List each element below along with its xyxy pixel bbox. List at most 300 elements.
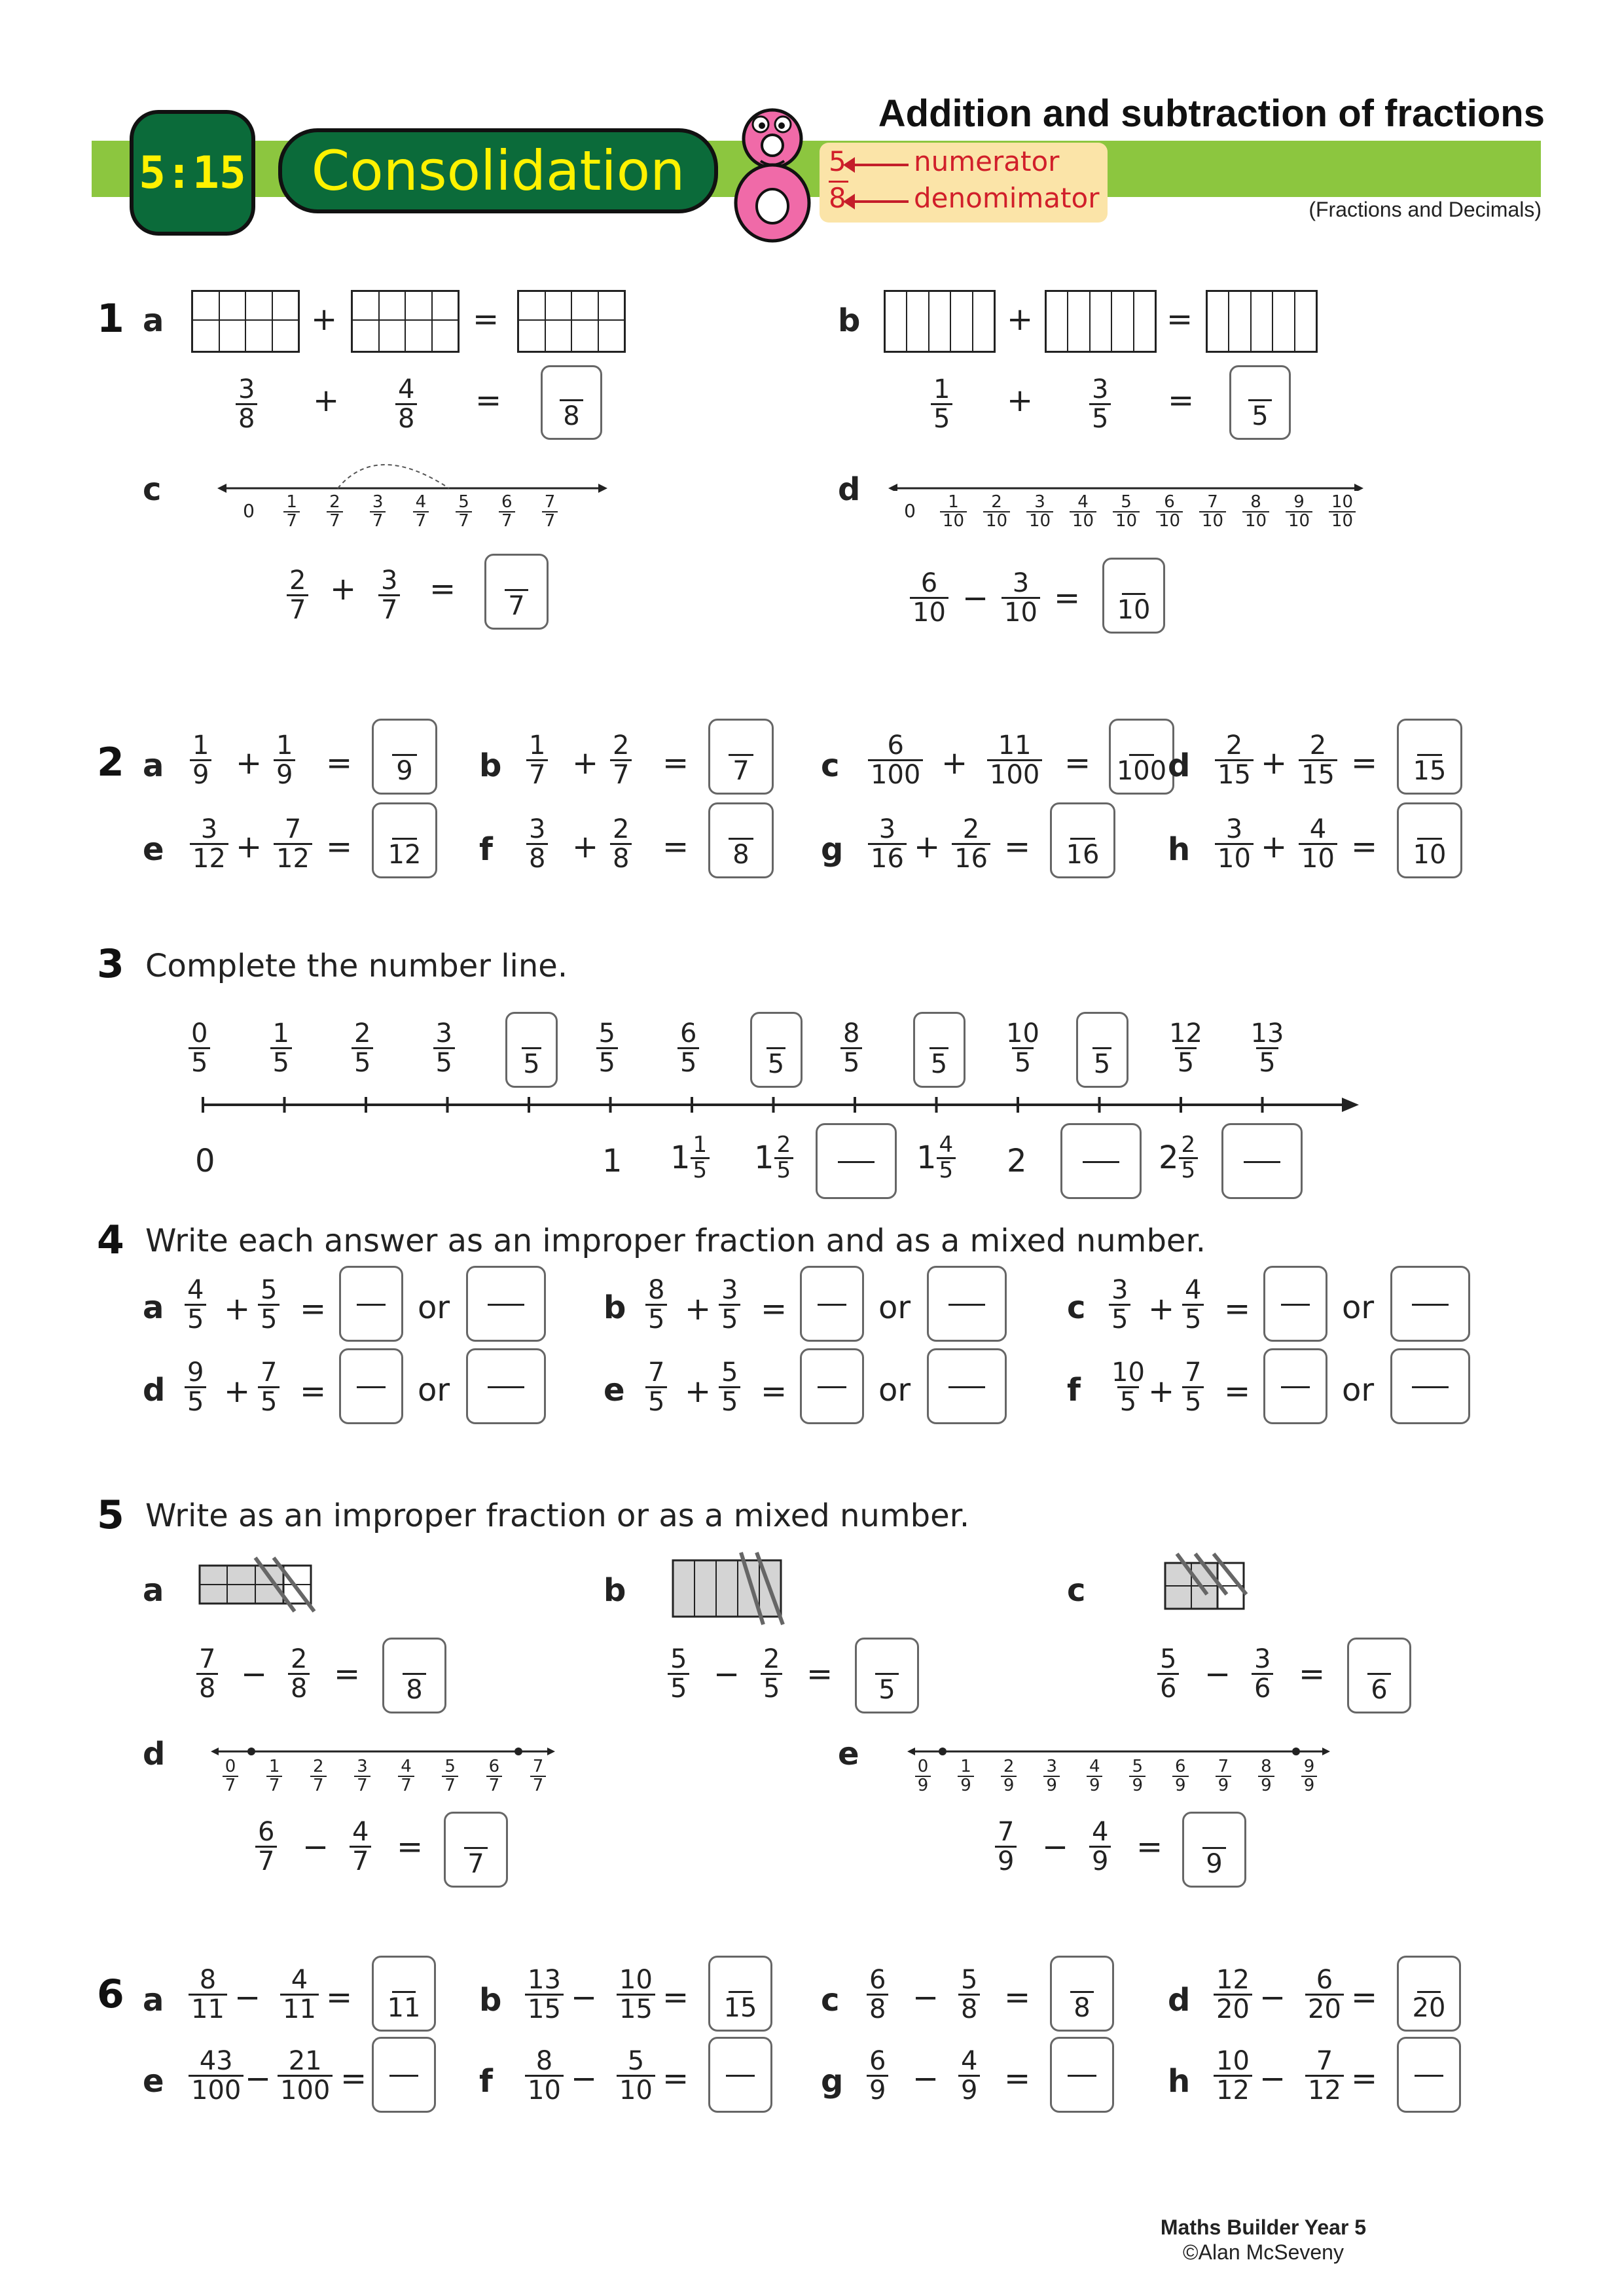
fraction <box>258 1276 280 1333</box>
answer-box[interactable] <box>1076 1012 1128 1088</box>
number-line <box>887 465 1365 491</box>
fraction <box>327 493 343 531</box>
operator: − <box>241 1656 268 1693</box>
operator: − <box>245 2060 272 2097</box>
answer-box[interactable]: 8 <box>541 365 602 440</box>
fraction <box>1199 493 1226 531</box>
question-number: 1 <box>97 296 124 342</box>
equals-sign: = <box>475 382 502 419</box>
operator: + <box>1148 1291 1175 1327</box>
denominator: 7 <box>456 511 472 530</box>
part-label: a <box>143 1289 164 1326</box>
answer-box[interactable]: 6 <box>1347 1638 1411 1713</box>
operator: − <box>962 580 989 617</box>
operator: − <box>912 1979 939 2016</box>
answer-box[interactable] <box>708 802 774 878</box>
number-line-labels <box>904 492 1354 538</box>
denominator: 7 <box>310 1776 327 1795</box>
fraction <box>677 1020 699 1077</box>
answer-box[interactable] <box>466 1348 546 1424</box>
numerator: 3 <box>1111 1275 1128 1305</box>
denominator: 5 <box>840 1047 862 1077</box>
fraction: $\frac{4}{7}$ <box>350 1818 371 1875</box>
tick-label <box>996 1757 1022 1795</box>
part-label: b <box>604 1289 626 1326</box>
denominator: 5 <box>645 1304 667 1333</box>
answer-box[interactable] <box>339 1348 403 1424</box>
part-label: d <box>838 471 861 508</box>
mixed-number <box>1159 1134 1198 1182</box>
answer-box[interactable] <box>372 1956 436 2032</box>
numerator: 6 <box>1164 492 1175 512</box>
part-label: e <box>143 831 164 868</box>
answer-box[interactable]: 5 <box>855 1638 919 1713</box>
numerator: 10 <box>1216 2046 1250 2076</box>
numerator: 3 <box>435 1018 452 1049</box>
numerator: 11 <box>998 730 1032 761</box>
fraction-bar <box>726 2075 755 2077</box>
fraction <box>310 1758 327 1795</box>
denominator: 5 <box>774 1157 794 1183</box>
numerator: 3 <box>357 1757 368 1776</box>
part-label: d <box>143 1736 166 1772</box>
fraction <box>987 732 1042 789</box>
tick-label <box>305 1757 331 1795</box>
part-label: f <box>479 831 493 868</box>
equals-sign: = <box>1004 2060 1031 2097</box>
fraction-bar <box>1068 2075 1096 2077</box>
denominator: 8 <box>867 1994 888 2023</box>
fraction <box>185 1359 206 1416</box>
fraction-grid <box>1045 290 1157 353</box>
fraction <box>398 1758 414 1795</box>
part-label: a <box>143 1982 164 2018</box>
equals-sign: = <box>1004 829 1031 865</box>
answer-box[interactable] <box>708 2037 772 2113</box>
shaded-grid <box>196 1552 327 1618</box>
denominator: 5 <box>1179 1157 1199 1183</box>
mixed-number <box>916 1134 956 1182</box>
fraction-bar <box>838 1161 875 1163</box>
answer-box[interactable] <box>1397 2037 1461 2113</box>
mixed-number <box>670 1134 710 1182</box>
fraction <box>1109 1359 1147 1416</box>
denominator: 7 <box>327 511 343 530</box>
numerator: 4 <box>415 492 427 512</box>
tick-label <box>1199 492 1225 531</box>
lesson-number: 5:15 <box>139 147 246 199</box>
answer-box[interactable] <box>1050 802 1115 878</box>
answer-box[interactable] <box>1263 1348 1327 1424</box>
operator: + <box>224 1291 251 1327</box>
numerator: 9 <box>187 1357 204 1388</box>
answer-box[interactable]: 7 <box>444 1812 508 1888</box>
fraction <box>868 732 923 789</box>
subtitle: (Fractions and Decimals) <box>1308 198 1542 221</box>
fraction <box>223 1758 239 1795</box>
question-number: 4 <box>97 1217 124 1263</box>
part-label: d <box>1168 747 1191 784</box>
fraction-bar <box>1083 1161 1120 1163</box>
numerator: 21 <box>288 2046 322 2076</box>
denominator: 7 <box>442 1776 458 1795</box>
answer-box[interactable] <box>372 802 437 878</box>
operator: + <box>1007 382 1034 419</box>
answer-box[interactable] <box>708 1956 772 2032</box>
numerator: 4 <box>291 1965 308 1995</box>
fraction <box>274 816 312 872</box>
or-label: or <box>1342 1289 1375 1326</box>
answer-box[interactable] <box>1397 802 1462 878</box>
fraction: $\frac{3}{6}$ <box>1252 1645 1273 1702</box>
denominator: 8 <box>610 843 632 872</box>
denominator: 5 <box>258 1386 280 1416</box>
equals-sign: = <box>326 745 353 781</box>
denominator: 5 <box>1109 1304 1130 1333</box>
fraction <box>937 1134 956 1182</box>
question-text: Write as an improper fraction or as a mixed number. <box>145 1498 970 1534</box>
numerator: 7 <box>261 1357 278 1388</box>
equals-sign: = <box>334 1656 361 1693</box>
answer-denominator: 8 <box>732 840 749 870</box>
numerator: 8 <box>648 1275 665 1305</box>
fraction <box>617 2047 655 2104</box>
or-label: or <box>418 1372 450 1408</box>
answer-box[interactable] <box>800 1266 864 1342</box>
numerator: 2 <box>613 730 630 761</box>
tick-label <box>437 1757 463 1795</box>
part-label: c <box>1067 1572 1086 1609</box>
fraction-bar <box>1415 2075 1443 2077</box>
numerator: 6 <box>680 1018 697 1049</box>
equals-sign: = <box>397 1829 424 1865</box>
answer-box[interactable] <box>372 719 437 795</box>
denominator: 9 <box>1001 1776 1017 1795</box>
numerator: 6 <box>488 1757 500 1776</box>
mascot-eight-icon <box>727 98 818 249</box>
shaded-grid <box>668 1549 799 1627</box>
part-label: c <box>143 471 162 508</box>
question-number: 3 <box>97 941 124 987</box>
answer-box[interactable] <box>505 1012 558 1088</box>
title-pill <box>278 128 718 213</box>
equals-sign: = <box>1351 829 1378 865</box>
denominator: 5 <box>1256 1047 1278 1077</box>
fraction-grid <box>517 290 626 353</box>
fraction: $\frac{7}{8}$ <box>196 1645 218 1702</box>
numerator: 2 <box>354 1018 371 1049</box>
equals-sign: = <box>1136 1829 1163 1865</box>
footer-author: ©Alan McSeveny <box>1183 2240 1344 2264</box>
equals-sign: = <box>761 1291 787 1327</box>
fraction <box>413 493 429 531</box>
denominator: 12 <box>1305 2075 1344 2104</box>
fraction <box>185 1276 206 1333</box>
tick-label <box>940 492 966 531</box>
fraction <box>774 1134 794 1182</box>
answer-box[interactable]: 5 <box>1229 365 1291 440</box>
fraction <box>526 732 548 789</box>
numerator: 4 <box>401 1757 412 1776</box>
equals-sign: = <box>326 829 353 865</box>
denominator: 10 <box>1329 511 1356 530</box>
fraction <box>1182 1276 1204 1333</box>
numerator: 7 <box>1185 1357 1202 1388</box>
denominator: 9 <box>274 759 295 789</box>
answer-box[interactable] <box>927 1348 1007 1424</box>
numerator: 3 <box>1046 1757 1057 1776</box>
numerator: 43 <box>199 2046 233 2076</box>
numerator: 7 <box>1207 492 1218 512</box>
numerator: 2 <box>991 492 1002 512</box>
equals-sign: = <box>326 1979 353 2016</box>
numerator: 5 <box>598 1018 615 1049</box>
operator: + <box>236 745 262 781</box>
denominator: 7 <box>354 1776 370 1795</box>
tick-label: 0 <box>243 500 255 522</box>
part-label: g <box>821 2063 844 2100</box>
fraction <box>617 1966 655 2023</box>
fraction <box>189 2047 244 2104</box>
operator: + <box>914 829 941 865</box>
fraction <box>691 1134 710 1182</box>
answer-box[interactable] <box>1263 1266 1327 1342</box>
answer-box[interactable] <box>372 2037 436 2113</box>
denominator: 9 <box>1172 1776 1189 1795</box>
equals-sign: = <box>1351 1979 1378 2016</box>
fraction <box>958 2047 980 2104</box>
fraction <box>1026 493 1053 531</box>
tick-label <box>1081 1757 1108 1795</box>
fraction <box>1182 1359 1204 1416</box>
numerator: 2 <box>613 814 630 844</box>
denominator: 8 <box>958 1994 980 2023</box>
part-label: b <box>479 747 502 784</box>
fraction <box>442 1758 458 1795</box>
numerator: 4 <box>1185 1275 1202 1305</box>
fraction: $\frac{6}{7}$ <box>255 1818 277 1875</box>
fraction: $\frac{6}{10}$ <box>910 569 948 626</box>
numerator: 8 <box>199 1965 217 1995</box>
denominator: 10 <box>1156 511 1183 530</box>
fraction <box>610 732 632 789</box>
denominator: 15 <box>617 1994 655 2023</box>
fraction-bar <box>389 2075 418 2077</box>
denominator: 9 <box>1258 1776 1274 1795</box>
fraction <box>610 816 632 872</box>
fraction-bar <box>1281 1386 1310 1388</box>
numerator: 2 <box>313 1757 324 1776</box>
equals-sign: = <box>1224 1291 1251 1327</box>
numerator: 6 <box>1175 1757 1186 1776</box>
denominator: 5 <box>270 1047 292 1077</box>
part-label: g <box>821 831 844 868</box>
answer-box[interactable] <box>1397 1956 1461 2032</box>
fraction <box>1070 493 1096 531</box>
numerator: 1 <box>272 1018 289 1049</box>
answer-box[interactable] <box>1060 1123 1142 1199</box>
fraction <box>486 1758 503 1795</box>
legend-numerator-digit: 5 <box>829 145 846 177</box>
answer-box[interactable] <box>1397 719 1462 795</box>
fraction <box>983 493 1010 531</box>
numerator: 4 <box>1089 1757 1100 1776</box>
denominator: 9 <box>190 759 211 789</box>
answer-box[interactable] <box>1390 1348 1470 1424</box>
fraction <box>1248 1020 1287 1077</box>
fraction <box>354 1758 370 1795</box>
numerator: 8 <box>1250 492 1261 512</box>
equals-sign: = <box>300 1373 327 1410</box>
tick-label <box>481 1757 507 1795</box>
fraction: $\frac{3}{8}$ <box>236 376 257 433</box>
denominator: 9 <box>1043 1776 1060 1795</box>
numerator: 3 <box>372 492 384 512</box>
part-label: h <box>1168 2063 1191 2100</box>
denominator: 5 <box>691 1157 710 1183</box>
equals-sign: = <box>662 829 689 865</box>
answer-box[interactable] <box>913 1012 965 1088</box>
denominator: 7 <box>499 511 515 530</box>
fraction <box>456 493 472 531</box>
numerator: 7 <box>1218 1757 1229 1776</box>
operator: − <box>571 1979 598 2016</box>
denominator: 20 <box>1214 1994 1252 2023</box>
operator: + <box>236 829 262 865</box>
fraction <box>1156 493 1183 531</box>
numerator: 3 <box>878 814 896 844</box>
numerator: 6 <box>1316 1965 1333 1995</box>
answer-denominator: 5 <box>523 1049 540 1079</box>
tick-label <box>494 492 520 531</box>
operator: − <box>1259 2060 1286 2097</box>
denominator: 10 <box>617 2075 655 2104</box>
tick-label <box>349 1757 375 1795</box>
whole-part: 1 <box>916 1139 937 1177</box>
denominator: 12 <box>1214 2075 1252 2104</box>
tick-label <box>953 1757 979 1795</box>
answer-box[interactable] <box>800 1348 864 1424</box>
question-text: Write each answer as an improper fraction and as a mixed number. <box>145 1223 1206 1259</box>
numerator: 5 <box>961 1965 978 1995</box>
fraction <box>190 732 211 789</box>
equals-sign: = <box>1166 301 1193 338</box>
part-label: h <box>1168 831 1191 868</box>
denominator: 16 <box>868 843 907 872</box>
answer-box[interactable] <box>1221 1123 1303 1199</box>
fraction <box>1286 493 1312 531</box>
part-label: b <box>604 1572 626 1609</box>
answer-box[interactable] <box>927 1266 1007 1342</box>
denominator: 5 <box>185 1304 206 1333</box>
numerator: 12 <box>1169 1018 1202 1049</box>
operator: + <box>572 745 599 781</box>
answer-box[interactable] <box>466 1266 546 1342</box>
number-label: 2 <box>1007 1143 1027 1179</box>
answer-denominator: 8 <box>1074 1993 1091 2023</box>
operator: + <box>941 745 968 781</box>
tick-label <box>537 492 563 531</box>
answer-denominator: 20 <box>1412 1993 1446 2023</box>
numerator: 2 <box>962 814 980 844</box>
fraction-bar <box>1281 1304 1310 1306</box>
fraction-bar <box>357 1304 386 1306</box>
equals-sign: = <box>662 1979 689 2016</box>
or-label: or <box>418 1289 450 1326</box>
operator: + <box>685 1373 712 1410</box>
numerator: 2 <box>776 1132 791 1158</box>
fraction-bar <box>357 1386 386 1388</box>
denominator: 15 <box>1299 759 1337 789</box>
denominator: 5 <box>1117 1386 1139 1416</box>
number-label: 1 <box>602 1143 623 1179</box>
answer-box[interactable] <box>1390 1266 1470 1342</box>
numerator: 4 <box>187 1275 204 1305</box>
fraction <box>1215 732 1254 789</box>
answer-box[interactable] <box>1050 1956 1114 2032</box>
answer-box[interactable] <box>339 1266 403 1342</box>
fraction <box>1172 1758 1189 1795</box>
operator: + <box>1261 745 1288 781</box>
equals-sign: = <box>300 1291 327 1327</box>
numerator: 1 <box>276 730 293 761</box>
part-label: b <box>479 1982 502 2018</box>
answer-box[interactable] <box>708 719 774 795</box>
tick-label <box>910 1757 936 1795</box>
numerator: 1 <box>268 1757 280 1776</box>
fraction <box>190 816 228 872</box>
numerator: 7 <box>532 1757 544 1776</box>
fraction-legend <box>820 143 1108 223</box>
equals-sign: = <box>429 571 456 607</box>
operator: + <box>313 382 340 419</box>
tick-label <box>393 1757 420 1795</box>
fraction <box>1214 2047 1252 2104</box>
answer-box[interactable]: 9 <box>1182 1812 1246 1888</box>
denominator: 8 <box>526 843 548 872</box>
equals-sign: = <box>1168 382 1195 419</box>
denominator: 7 <box>283 511 300 530</box>
fraction <box>278 2047 333 2104</box>
numerator: 2 <box>1309 730 1327 761</box>
fraction <box>1301 1758 1318 1795</box>
answer-box[interactable] <box>816 1123 897 1199</box>
numerator: 7 <box>1316 2046 1333 2076</box>
answer-box[interactable] <box>1050 2037 1114 2113</box>
fraction <box>867 1966 888 2023</box>
numerator: 2 <box>329 492 340 512</box>
numerator: 5 <box>1132 1757 1144 1776</box>
part-label: f <box>479 2063 493 2100</box>
fraction-bar <box>1412 1386 1449 1388</box>
denominator: 100 <box>868 759 923 789</box>
fraction <box>499 493 515 531</box>
answer-box[interactable] <box>750 1012 803 1088</box>
numerator: 3 <box>1225 814 1243 844</box>
denominator: 15 <box>1215 759 1254 789</box>
answer-box[interactable] <box>1109 719 1174 795</box>
fraction <box>915 1758 931 1795</box>
answer-box[interactable]: 7 <box>484 554 549 630</box>
denominator: 100 <box>278 2075 333 2104</box>
answer-box[interactable]: 10 <box>1102 558 1165 634</box>
numerator: 9 <box>1293 492 1305 512</box>
denominator: 7 <box>266 1776 283 1795</box>
number-line <box>196 1089 1362 1122</box>
answer-box[interactable]: 8 <box>382 1638 446 1713</box>
operator: − <box>571 2060 598 2097</box>
denominator: 9 <box>915 1776 931 1795</box>
